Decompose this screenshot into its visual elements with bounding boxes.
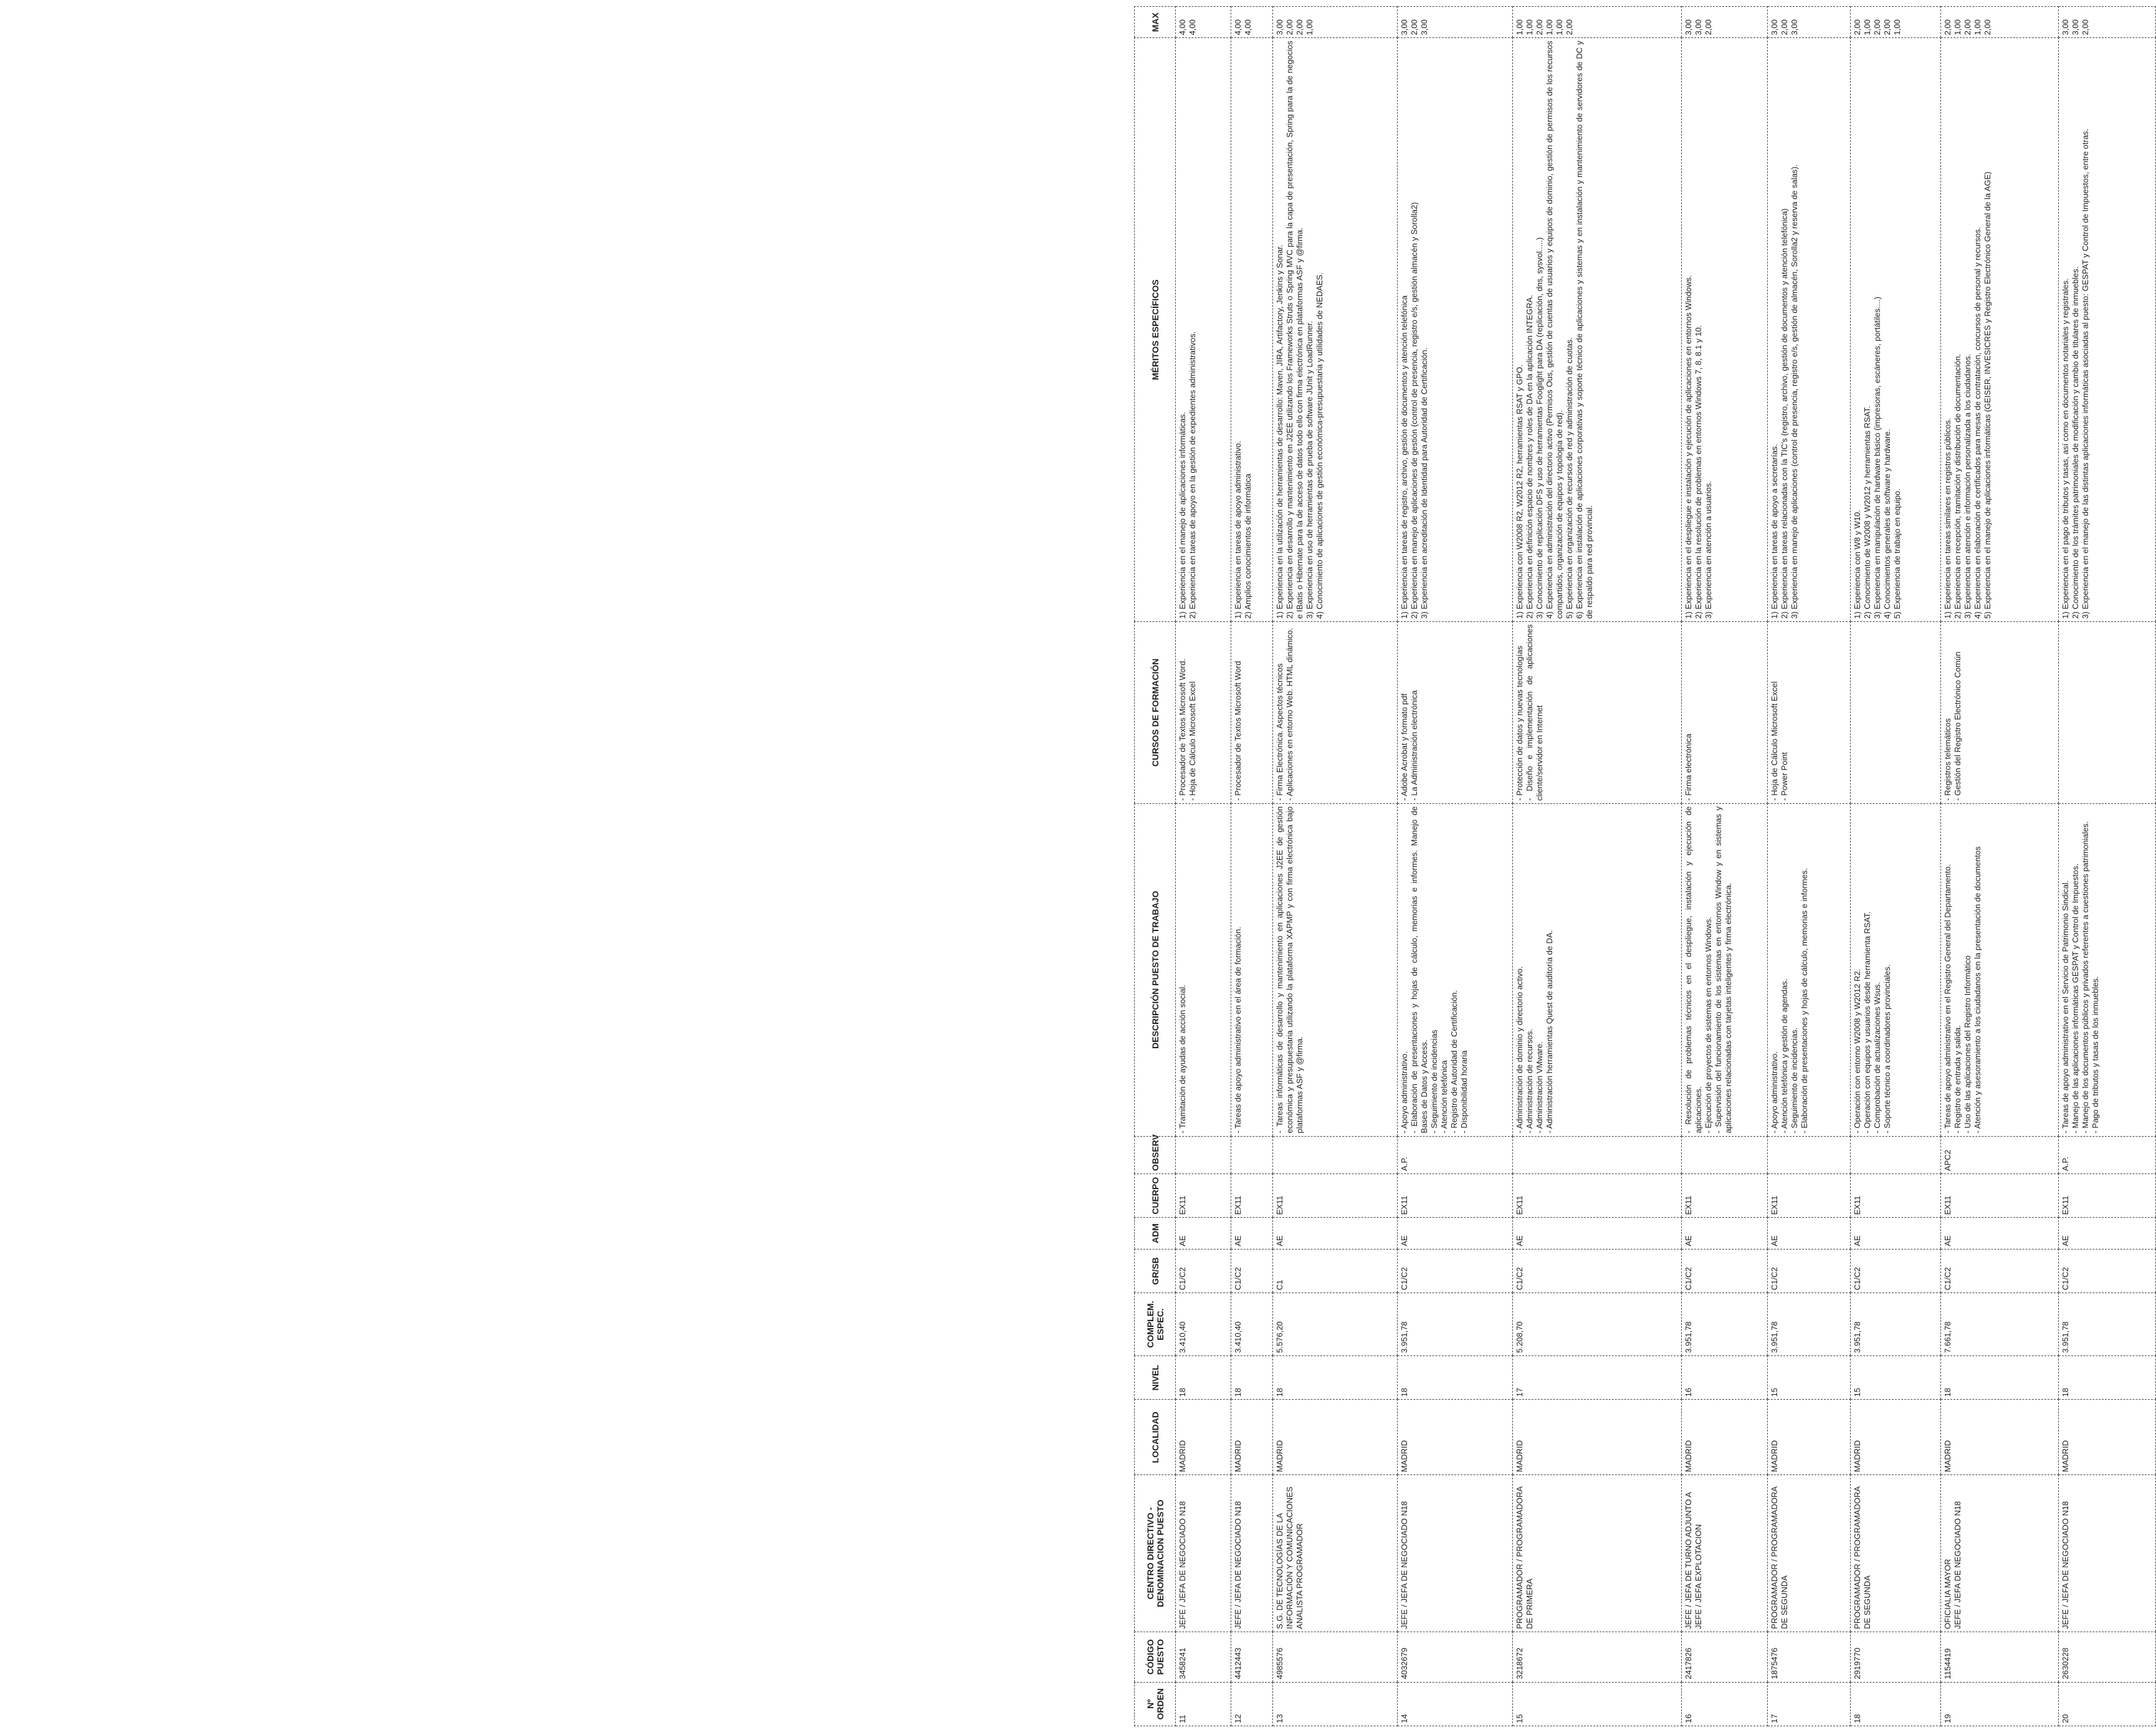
cell-orden: 20 [2059, 1682, 2156, 1726]
cell-orden: 19 [1941, 1682, 2059, 1726]
cell-orden: 16 [1682, 1682, 1768, 1726]
cell-localidad: MADRID [2059, 1400, 2156, 1475]
table-row [1272, 7, 1397, 1726]
cell-centro: PROGRAMADOR / PROGRAMADORA DE SEGUNDA [1851, 1475, 1941, 1632]
cell-complem: 3.951,78 [1397, 1293, 1512, 1356]
cell-centro: OFICIALIA MAYOR JEFE / JEFA DE NEGOCIADO N18 [1941, 1475, 2059, 1632]
cell-orden: 13 [1272, 1682, 1397, 1726]
cell-grsb: C1/C2 [1767, 1249, 1850, 1293]
cell-complem: 5.208,70 [1512, 1293, 1681, 1356]
cell-nivel: 18 [2059, 1355, 2156, 1399]
cell-cuerpo: EX11 [1682, 1173, 1768, 1217]
cell-codigo: 4412443 [1231, 1632, 1272, 1682]
cell-observ [1512, 1136, 1681, 1173]
cell-observ [1851, 1136, 1941, 1173]
cell-meritos: 1) Experiencia en tareas similares en registros públicos. 2) Experiencia en recepción, tramitación y distribución de documentación. 3) Experiencia en atención e información personalizada a los ciudadanos. 4) Experiencia en elaboración de certificados para mesas de contratación, concursos de personal y recursos. 5) Experiencia en el manejo de aplicaciones informáticas (GEISER, INVESICRES y Registro Electrónico General de la AGE) [1941, 38, 2059, 621]
cell-centro: JEFE / JEFA DE NEGOCIADO N18 [1397, 1475, 1512, 1632]
cell-cursos: - Registros telemáticos - Gestión del Registro Electrónico Común [1941, 621, 2059, 803]
cell-nivel: 18 [1397, 1355, 1512, 1399]
col-header-meritos: MÉRITOS ESPECÍFICOS [1135, 38, 1176, 621]
cell-complem: 3.951,78 [1767, 1293, 1850, 1356]
cell-codigo: 2630228 [2059, 1632, 2156, 1682]
cell-grsb: C1/C2 [1941, 1249, 2059, 1293]
cell-max: 3,00 2,00 3,00 [1767, 7, 1850, 38]
cell-descripcion: - Apoyo administrativo. - Atención telefónica y gestión de agendas. - Seguimiento de incidencias. - Elaboración de presentaciones y hojas de cálculo, memorias e informes. [1767, 803, 1850, 1136]
cell-codigo: 1154419 [1941, 1632, 2059, 1682]
table-row [1682, 7, 1768, 1726]
cell-localidad: MADRID [1397, 1400, 1512, 1475]
cell-complem: 3.410,40 [1231, 1293, 1272, 1356]
cell-cursos: - Hoja de Cálculo Microsoft Excel - Power Point [1767, 621, 1850, 803]
cell-complem: 3.410,40 [1176, 1293, 1231, 1356]
cell-cursos: - Firma Electrónica. Aspectos técnicos - Aplicaciones en entorno Web. HTML dinámico. [1272, 621, 1397, 803]
cell-cursos [2059, 621, 2156, 803]
cell-centro: JEFE / JEFA DE NEGOCIADO N18 [2059, 1475, 2156, 1632]
cell-nivel: 18 [1941, 1355, 2059, 1399]
header-row [1135, 7, 1176, 1726]
col-header-orden: Nº ORDEN [1135, 1682, 1176, 1726]
cell-complem: 3.951,78 [2059, 1293, 2156, 1356]
cell-cursos: - Adobe Acrobat y formato pdf - La Administración electrónica [1397, 621, 1512, 803]
table-row [1941, 7, 2059, 1726]
col-header-observ: OBSERV [1135, 1136, 1176, 1173]
col-header-descripcion: DESCRIPCIÓN PUESTO DE TRABAJO [1135, 803, 1176, 1136]
rotated-table-wrapper [1134, 6, 2156, 1726]
cell-meritos: 1) Experiencia en tareas de apoyo a secretarías. 2) Experiencia en tareas relacionadas con la TIC's (registro, archivo, gestión de documentos y atención telefónica) 3) Experiencia en manejo de aplicaciones (control de presencia, registro e/s, gestión de almacén, Sorolla2 y reserva de salas). [1767, 38, 1850, 621]
col-header-centro: CENTRO DIRECTIVO - DENOMINACION PUESTO [1135, 1475, 1176, 1632]
cell-observ [1231, 1136, 1272, 1173]
cell-cursos [1851, 621, 1941, 803]
cell-nivel: 18 [1272, 1355, 1397, 1399]
cell-codigo: 1875476 [1767, 1632, 1850, 1682]
cell-max: 3,00 3,00 2,00 [2059, 7, 2156, 38]
cell-descripcion: - Tareas de apoyo administrativo en el Servicio de Patrimonio Sindical. - Manejo de las aplicaciones informáticas GESPAT y Control de Impuestos. - Manejo de los documentos públicos y privados referentes a cuestiones patrimoniales. - Pago de tributos y tasas de los inmuebles. [2059, 803, 2156, 1136]
cell-centro: JEFE / JEFA DE TURNO ADJUNTO A JEFE / JEFA EXPLOTACION [1682, 1475, 1768, 1632]
cell-max: 3,00 3,00 2,00 [1682, 7, 1768, 38]
cell-grsb: C1/C2 [2059, 1249, 2156, 1293]
cell-nivel: 18 [1231, 1355, 1272, 1399]
table-row [2059, 7, 2156, 1726]
table-body [1176, 7, 2156, 1726]
col-header-adm: ADM [1135, 1218, 1176, 1249]
cell-localidad: MADRID [1767, 1400, 1850, 1475]
cell-adm: AE [1272, 1218, 1397, 1249]
cell-observ: APC2 [1941, 1136, 2059, 1173]
cell-adm: AE [1682, 1218, 1768, 1249]
cell-cuerpo: EX11 [1767, 1173, 1850, 1217]
cell-observ [1176, 1136, 1231, 1173]
cell-codigo: 2919770 [1851, 1632, 1941, 1682]
cell-meritos: 1) Experiencia en el manejo de aplicaciones informáticas. 2) Experiencia en tareas de apoyo en la gestión de expedientes administrativos. [1176, 38, 1231, 621]
table-row [1767, 7, 1850, 1726]
cell-descripcion: - Tareas informáticas de desarrollo y mantenimiento en aplicaciones J2EE de gestión económica y presupuestaria utilizando la plataforma XAPMP y con firma electrónica bajo plataformas ASF y @firma. [1272, 803, 1397, 1136]
cell-grsb: C1/C2 [1397, 1249, 1512, 1293]
cell-codigo: 4032679 [1397, 1632, 1512, 1682]
cell-complem: 3.951,78 [1851, 1293, 1941, 1356]
cell-localidad: MADRID [1512, 1400, 1681, 1475]
cell-adm: AE [1767, 1218, 1850, 1249]
col-header-grsb: GR/SB [1135, 1249, 1176, 1293]
cell-centro: S.G. DE TECNOLOGÍAS DE LA INFORMACIÓN Y COMUNICACIONES ANALISTA PROGRAMADOR [1272, 1475, 1397, 1632]
cell-cuerpo: EX11 [1231, 1173, 1272, 1217]
cell-observ [1767, 1136, 1850, 1173]
cell-cuerpo: EX11 [1941, 1173, 2059, 1217]
col-header-nivel: NIVEL [1135, 1355, 1176, 1399]
cell-max: 3,00 2,00 2,00 1,00 [1272, 7, 1397, 38]
cell-adm: AE [1941, 1218, 2059, 1249]
cell-descripcion: - Tareas de apoyo administrativo en el área de formación. [1231, 803, 1272, 1136]
cell-descripcion: - Tareas de apoyo administrativo en el Registro General del Departamento. - Registro de entrada y salida. - Uso de las aplicaciones del Registro Informático - Atención y asesoramiento a los ciudadanos en la presentación de documentos [1941, 803, 2059, 1136]
col-header-localidad: LOCALIDAD [1135, 1400, 1176, 1475]
cell-nivel: 17 [1512, 1355, 1681, 1399]
cell-complem: 3.951,78 [1682, 1293, 1768, 1356]
cell-grsb: C1/C2 [1231, 1249, 1272, 1293]
cell-nivel: 18 [1176, 1355, 1231, 1399]
cell-orden: 12 [1231, 1682, 1272, 1726]
cell-adm: AE [1176, 1218, 1231, 1249]
cell-max: 3,00 2,00 3,00 [1397, 7, 1512, 38]
cell-max: 2,00 1,00 2,00 2,00 1,00 [1851, 7, 1941, 38]
cell-nivel: 16 [1682, 1355, 1768, 1399]
cell-cursos: - Protección de datos y nuevas tecnologías - Diseño e implementación de aplicaciones cliente/servidor en Internet [1512, 621, 1681, 803]
cell-observ: A.P. [1397, 1136, 1512, 1173]
cell-max: 4,00 4,00 [1231, 7, 1272, 38]
cell-observ: A.P. [2059, 1136, 2156, 1173]
col-header-max: MAX [1135, 7, 1176, 38]
cell-max: 2,00 1,00 2,00 1,00 2,00 [1941, 7, 2059, 38]
cell-adm: AE [1231, 1218, 1272, 1249]
cell-cuerpo: EX11 [1512, 1173, 1681, 1217]
cell-complem: 5.576,20 [1272, 1293, 1397, 1356]
positions-table [1134, 6, 2156, 1726]
cell-codigo: 3458241 [1176, 1632, 1231, 1682]
cell-localidad: MADRID [1176, 1400, 1231, 1475]
cell-localidad: MADRID [1941, 1400, 2059, 1475]
cell-cursos: - Procesador de Textos Microsoft Word. - Hoja de Cálculo Microsoft Excel [1176, 621, 1231, 803]
cell-centro: JEFE / JEFA DE NEGOCIADO N18 [1231, 1475, 1272, 1632]
cell-codigo: 2417826 [1682, 1632, 1768, 1682]
cell-cuerpo: EX11 [2059, 1173, 2156, 1217]
cell-cursos: - Firma electrónica [1682, 621, 1768, 803]
cell-meritos: 1) Experiencia en tareas de apoyo administrativo. 2) Amplios conocimientos de informática [1231, 38, 1272, 621]
cell-nivel: 15 [1767, 1355, 1850, 1399]
cell-meritos: 1) Experiencia en tareas de registro, archivo, gestión de documentos y atención telefónica 2) Experiencia en manejo de aplicaciones de gestión (control de presencia, registro e/s, gestión almacén y Sorolla2) 3) Experiencia en acreditación de Identidad para Autoridad de Certificación. [1397, 38, 1512, 621]
cell-grsb: C1 [1272, 1249, 1397, 1293]
cell-max: 4,00 4,00 [1176, 7, 1231, 38]
cell-centro: PROGRAMADOR / PROGRAMADORA DE SEGUNDA [1767, 1475, 1850, 1632]
cell-meritos: 1) Experiencia con W8 y W10. 2) Conocimiento de W2008 y W2012 y herramientas RSAT. 3) Experiencia en manipulación de hardware básico (impresoras, escáneres, portátiles....) 4) Conocimientos generales de software y hardware. 5) Experiencia de trabajo en equipo. [1851, 38, 1941, 621]
col-header-cursos: CURSOS DE FORMACIÓN [1135, 621, 1176, 803]
col-header-codigo: CÓDIGO PUESTO [1135, 1632, 1176, 1682]
cell-grsb: C1/C2 [1851, 1249, 1941, 1293]
cell-meritos: 1) Experiencia en la utilización de herramientas de desarrollo: Maven, JIRA, Artifactory, Jenkins y Sonar. 2) Experiencia en desarrollo y mantenimiento en J2EE utilizando los Frameworks Struts o Spring MVC para la capa de presentación, Spring para la de negocios e IBatis o Hibernate para la de acceso de datos todo ello con firma electrónica en plataformas ASF y @firma. 3) Experiencia en uso de herramientas de prueba de software JUnit y LoadRunner. 4) Conocimiento de aplicaciones de gestión económica-presupuestaria y utilidades de NEDAES. [1272, 38, 1397, 621]
cell-nivel: 15 [1851, 1355, 1941, 1399]
cell-meritos: 1) Experiencia en el despliegue e instalación y ejecución de aplicaciones en entornos Windows. 2) Experiencia en la resolución de problemas en entornos Windows 7, 8, 8.1 y 10. 3) Experiencia en atención a usuarios. [1682, 38, 1768, 621]
table-row [1231, 7, 1272, 1726]
cell-cuerpo: EX11 [1397, 1173, 1512, 1217]
cell-cursos: - Procesador de Textos Microsoft Word [1231, 621, 1272, 803]
cell-orden: 17 [1767, 1682, 1850, 1726]
cell-localidad: MADRID [1682, 1400, 1768, 1475]
cell-orden: 14 [1397, 1682, 1512, 1726]
cell-centro: PROGRAMADOR / PROGRAMADORA DE PRIMERA [1512, 1475, 1681, 1632]
table-row [1176, 7, 1231, 1726]
cell-orden: 18 [1851, 1682, 1941, 1726]
cell-centro: JEFE / JEFA DE NEGOCIADO N18 [1176, 1475, 1231, 1632]
cell-descripcion: - Operación con entorno W2008 y W2012 R2. - Operación con equipos y usuarios desde herramienta RSAT. - Comprobación de actualizaciones Wsus. - Soporte técnico a coordinadores provinciales. [1851, 803, 1941, 1136]
cell-max: 1,00 1,00 2,00 1,00 1,00 2,00 [1512, 7, 1681, 38]
cell-adm: AE [2059, 1218, 2156, 1249]
cell-adm: AE [1851, 1218, 1941, 1249]
cell-orden: 11 [1176, 1682, 1231, 1726]
cell-localidad: MADRID [1272, 1400, 1397, 1475]
cell-observ [1272, 1136, 1397, 1173]
cell-meritos: 1) Experiencia con W2008 R2, W2012 R2, herramientas RSAT y GPO. 2) Experiencia en definición espacio de nombres y roles de DA en la aplicación INTEGRA. 3) Conocimiento de replicación DFS y uso de herramientas Fooglight para DA (replicación, dns, sysvol.....) 4) Experiencia en administración del directorio activo (Permisos Ous, gestión de cuentas de usuarios y equipos de dominio, gestión de permisos de los recursos compartidos, organización de equipos y topología de red). 5) Experiencia en organización de recursos de red y administración de cuotas. 6) Experiencia en instalación de aplicaciones corporativas y soporte técnico de aplicaciones y sistemas y en instalación y mantenimiento de servidores de DC y de respaldo para red provincial. [1512, 38, 1681, 621]
cell-grsb: C1/C2 [1512, 1249, 1681, 1293]
cell-orden: 15 [1512, 1682, 1681, 1726]
cell-cuerpo: EX11 [1272, 1173, 1397, 1217]
cell-meritos: 1) Experiencia en el pago de tributos y tasas, así como en documentos notariales y registrales. 2) Conocimiento de los trámites patrimoniales de modificación y cambio de titulares de inmuebles. 3) Experiencia en el manejo de las distintas aplicaciones informáticas asociadas al puesto: GESPAT y Control de Impuestos, entre otras. [2059, 38, 2156, 621]
table-row [1397, 7, 1512, 1726]
col-header-cuerpo: CUERPO [1135, 1173, 1176, 1217]
cell-descripcion: - Apoyo administrativo. - Elaboración de presentaciones y hojas de cálculo, memorias e informes. Manejo de Bases de Datos y Access. - Seguimiento de incidencias - Atención telefónica - Registro de Autoridad de Certificación. - Disponibilidad horaria [1397, 803, 1512, 1136]
cell-localidad: MADRID [1851, 1400, 1941, 1475]
cell-grsb: C1/C2 [1176, 1249, 1231, 1293]
cell-adm: AE [1512, 1218, 1681, 1249]
cell-codigo: 4985576 [1272, 1632, 1397, 1682]
cell-observ [1682, 1136, 1768, 1173]
col-header-complem: COMPLEM. ESPEC. [1135, 1293, 1176, 1356]
cell-descripcion: - Resolución de problemas técnicos en el despliegue, instalación y ejecución de aplicaciones. - Ejecución de proyectos de sistemas en entornos Windows. - Supervisión del funcionamiento de los sistemas en entornos Window y en sistemas y aplicaciones relacionadas con tarjetas inteligentes y firma electrónica. [1682, 803, 1768, 1136]
cell-localidad: MADRID [1231, 1400, 1272, 1475]
cell-descripcion: - Tramitación de ayudas de acción social. [1176, 803, 1231, 1136]
cell-adm: AE [1397, 1218, 1512, 1249]
cell-cuerpo: EX11 [1176, 1173, 1231, 1217]
cell-codigo: 3218672 [1512, 1632, 1681, 1682]
cell-grsb: C1/C2 [1682, 1249, 1768, 1293]
table-row [1851, 7, 1941, 1726]
cell-descripcion: - Administración de dominio y directorio activo. - Administración de recursos. - Administración VMware. - Administración herramientas Quest de auditoría de DA. [1512, 803, 1681, 1136]
cell-complem: 7.661,78 [1941, 1293, 2059, 1356]
cell-cuerpo: EX11 [1851, 1173, 1941, 1217]
table-row [1512, 7, 1681, 1726]
